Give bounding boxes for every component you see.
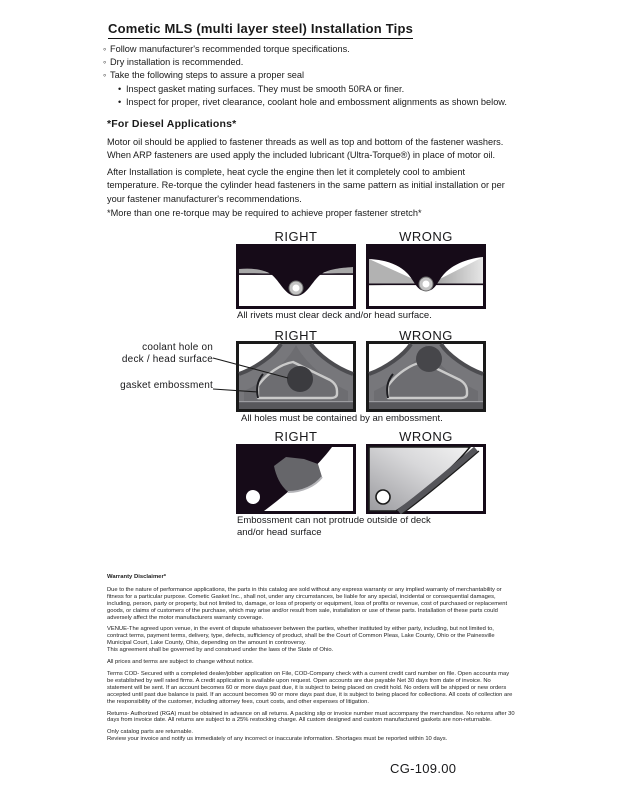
- disclaimer-heading: Warranty Disclaimer*: [107, 574, 167, 580]
- bolt-hole: [246, 490, 260, 504]
- fig3-wrong-panel: [366, 444, 486, 519]
- retorque-note: *More than one re-torque may be required to achieve proper fastener stretch*: [107, 208, 422, 218]
- fig1-wrong-label: WRONG: [399, 229, 453, 244]
- rivet-center: [293, 285, 300, 292]
- disclaimer-paragraph: Review your invoice and notify us immediately of any incorrect or inaccurate information. Shortages must be reported within 10 days.: [107, 736, 448, 743]
- dot-bullet-icon: •: [118, 96, 122, 107]
- diesel-section-heading: *For Diesel Applications*: [107, 118, 237, 130]
- fig2-wrong-panel: [366, 341, 486, 417]
- rivet-right-diagram: [236, 244, 356, 309]
- disclaimer-paragraph: VENUE-The agreed upon venue, in the event of dispute whatsoever between the parties, whether instituted by either party, including, but not limited to, contract terms, payment terms, delivery, type, defects, sufficiency of product, shall be the Court of Common Pleas, Lake County, Ohio or the Painesville Municipal Court, Lake County, Ohio, depending on the amount in controversy.: [107, 626, 495, 647]
- fig3-caption-line2: and/or head surface: [237, 526, 322, 538]
- catalog-page-code: CG-109.00: [390, 761, 457, 776]
- embossment-annotation: gasket embossment: [120, 380, 213, 391]
- tips-list: [103, 43, 533, 109]
- fig2-caption: All holes must be contained by an embossment.: [241, 413, 443, 424]
- circle-bullet-icon: ◦: [103, 57, 107, 68]
- fig2-right-panel: [236, 341, 356, 417]
- fig3-caption: [237, 515, 431, 538]
- disclaimer-paragraph: Terms COD- Secured with a completed dealer/jobber application on File, COD-Company check with a current credit card number on file. Open accounts may be established by well rated firms. A credit application is available upon request. Open accounts are due payable Net 30 days from date of invoice. No statement will be sent. If an account becomes 60 or more days past due, it is subject to being placed on credit hold. No orders will be shipped or new orders accepted until past due balance is paid. If an account becomes 90 or more days past due, it is subject to being placed for collections. All costs of collection are the responsibility of the customer, including attorney fees, court costs, and other expenses of litigation.: [107, 670, 513, 705]
- bottom-strip: [369, 402, 483, 409]
- tip-text: Inspect gasket mating surfaces. They must be smooth 50RA or finer.: [126, 83, 405, 94]
- fig3-caption-line1: Embossment can not protrude outside of deck: [237, 515, 431, 526]
- holes-wrong-diagram: [366, 341, 486, 412]
- rivet-center: [423, 281, 430, 288]
- warranty-disclaimer: [107, 574, 516, 748]
- embossment-wrong-diagram: [366, 444, 486, 514]
- disclaimer-paragraph: All prices and terms are subject to change without notice.: [107, 659, 254, 666]
- list-item: [103, 56, 533, 69]
- tip-text: Dry installation is recommended.: [110, 57, 244, 68]
- tip-text: Take the following steps to assure a proper seal: [110, 70, 305, 81]
- disclaimer-paragraph: Only catalog parts are returnable.: [107, 729, 194, 736]
- rivet-wrong-diagram: [366, 244, 486, 309]
- dot-bullet-icon: •: [118, 83, 122, 94]
- list-item: [103, 43, 533, 56]
- diesel-paragraph: After Installation is complete, heat cycle the engine then let it completely cool to ambient temperature. Re-torque the cylinder head fasteners in the same pattern as initial installation or per your fastener manufacturer's recommendations.: [107, 167, 505, 204]
- fig2-wrong-label: WRONG: [399, 328, 453, 343]
- bottom-strip-highlight: [239, 401, 353, 402]
- fig3-wrong-label: WRONG: [399, 429, 453, 444]
- coolant-hole-misaligned: [416, 346, 442, 372]
- list-item: [103, 96, 533, 109]
- fig1-right-panel: [236, 244, 356, 314]
- coolant-hole-annotation: coolant hole on deck / head surface: [121, 342, 213, 365]
- coolant-hole: [287, 366, 313, 392]
- circle-bullet-icon: ◦: [103, 44, 107, 54]
- bottom-strip: [239, 402, 353, 409]
- list-item: [103, 83, 533, 96]
- holes-right-diagram: [236, 341, 356, 412]
- circle-bullet-icon: ◦: [103, 70, 107, 81]
- embossment-right-diagram: [236, 444, 356, 514]
- fig3-right-label: RIGHT: [274, 429, 318, 444]
- fig3-right-panel: [236, 444, 356, 519]
- fig1-right-label: RIGHT: [274, 229, 318, 244]
- page-title: Cometic MLS (multi layer steel) Installation Tips: [108, 21, 413, 39]
- disclaimer-paragraph: Returns- Authorized (RGA) must be obtained in advance on all returns. A packing slip or invoice number must accompany the merchandise. No returns after 30 days from invoice date. All returns are subject to a 25% restocking charge. All custom designed and custom manufactured gaskets are non-returnable.: [107, 710, 515, 724]
- fig1-wrong-panel: [366, 244, 486, 314]
- bottom-strip-highlight: [369, 401, 483, 402]
- bolt-hole: [376, 490, 390, 504]
- tip-text: Inspect for proper, rivet clearance, coolant hole and embossment alignments as shown below.: [126, 96, 507, 107]
- fig2-right-label: RIGHT: [274, 328, 318, 343]
- disclaimer-paragraph: This agreement shall be governed by and construed under the laws of the State of Ohio.: [107, 647, 334, 654]
- diesel-paragraph: Motor oil should be applied to fastener threads as well as top and bottom of the fastener washers. When ARP fasteners are used apply the included lubricant (Ultra-Torque®) in place of motor oil.: [107, 137, 504, 161]
- disclaimer-paragraph: Due to the nature of performance applications, the parts in this catalog are sold without any express warranty or any implied warranty of merchantability or fitness for a particular purpose. Cometic Gasket Inc., shall not, under any circumstances, be liable for any special, incidental or consequential damages, including, person, party or property, but not limited to, damage, or loss of property or equipment, loss of profits or revenue, cost of purchased or replacement goods, or claims of customers of the purchase, which may arise and/or result from sale, installation or use of these parts. Installation of these parts could adversely affect the motor manufacturers warranty coverage.: [107, 586, 508, 621]
- tip-text: Follow manufacturer's recommended torque specifications.: [110, 44, 350, 54]
- list-item: [103, 69, 533, 82]
- fig1-caption: All rivets must clear deck and/or head surface.: [237, 310, 432, 321]
